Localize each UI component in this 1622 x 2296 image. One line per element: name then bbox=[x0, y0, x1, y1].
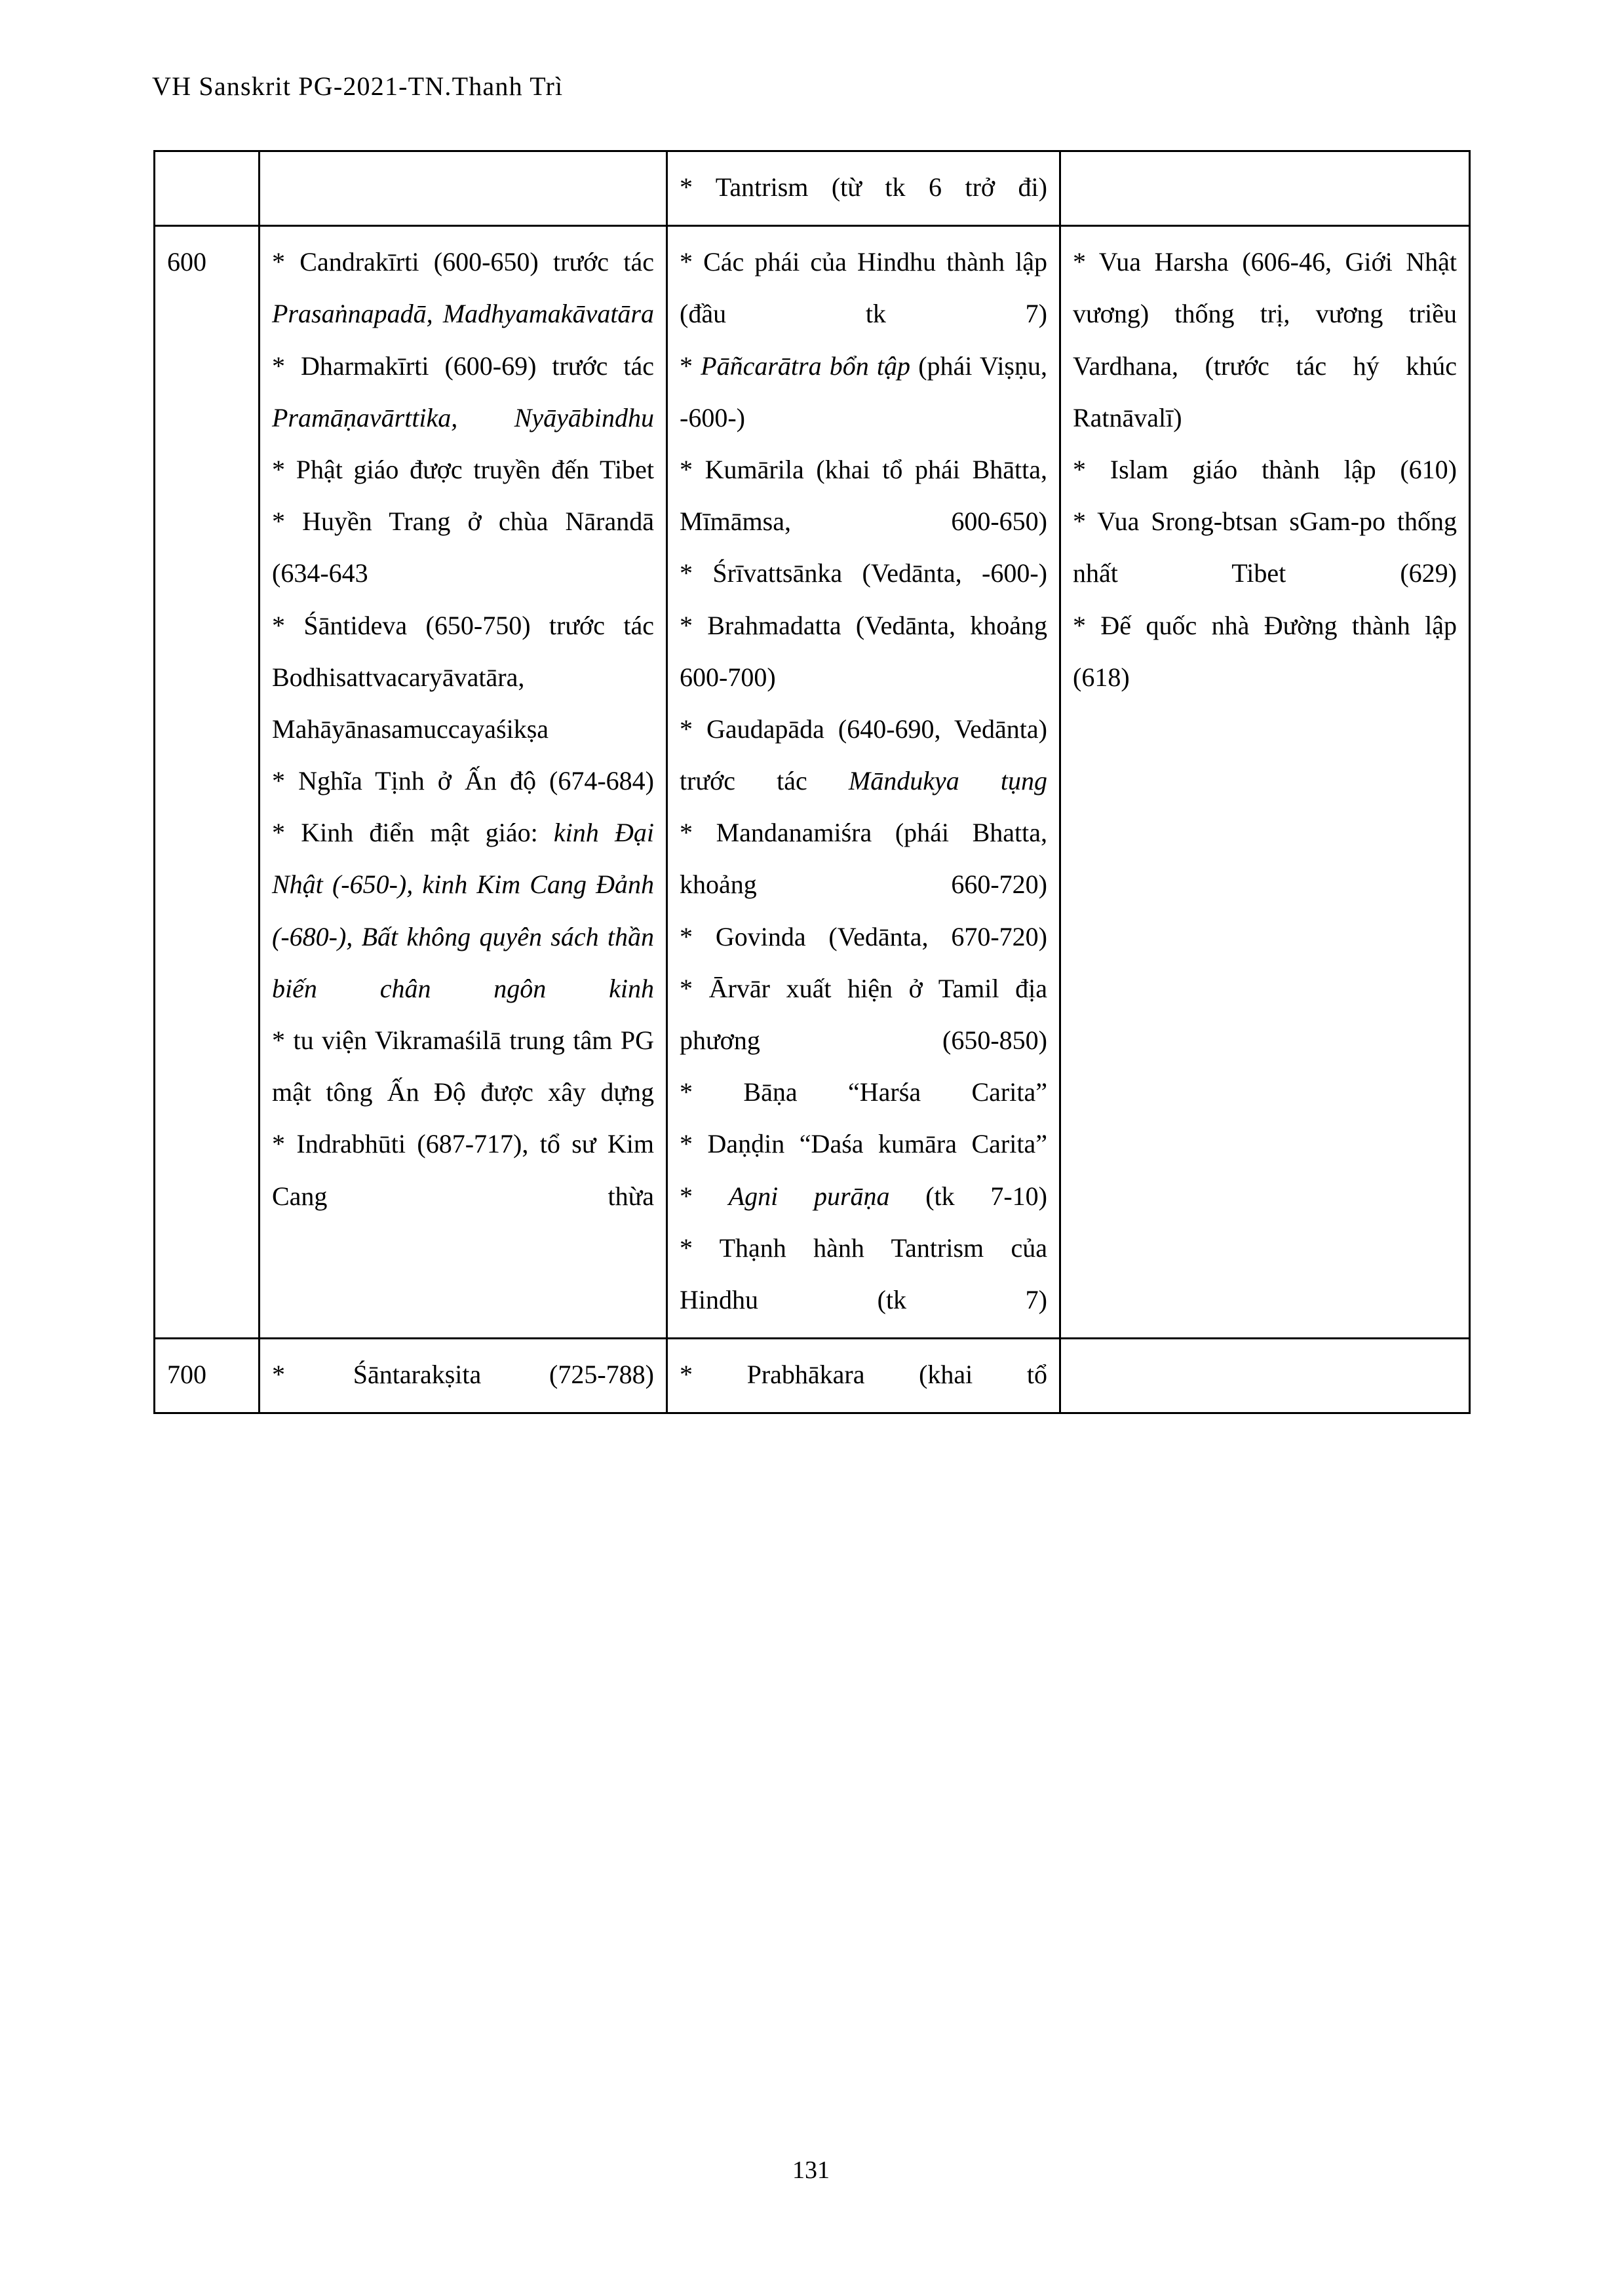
timeline-table-wrapper bbox=[153, 150, 1469, 1414]
table-row bbox=[155, 226, 1470, 1339]
entry-vikramasila: * tu viện Vikramaśilā trung tâm PG mật tông Ấn Độ được xây dựng bbox=[272, 1025, 654, 1107]
entry-title-italic: Prasaṅnapadā, Madhyamakāvatāra bbox=[272, 299, 654, 329]
cell-history bbox=[1060, 226, 1470, 1339]
entry-srivattsanka: * Śrīvattsānka (Vedānta, -600-) bbox=[680, 558, 1047, 588]
entry-kumarila: * Kumārila (khai tổ phái Bhātta, Mīmāmsa, 600-650) bbox=[680, 454, 1047, 537]
entry-dandin: * Daṇḍin “Daśa kumāra Carita” bbox=[680, 1129, 1047, 1159]
cell-year: 600 bbox=[155, 226, 260, 1339]
entry-text: (tk 7-10) bbox=[889, 1181, 1047, 1211]
entry-kinh-dien-mat-giao bbox=[272, 807, 654, 1014]
entry-text: * Dharmakīrti (600-69) trước tác bbox=[272, 351, 654, 381]
entry-srong-btsan: * Vua Srong-btsan sGam-po thống nhất Tibet (629) bbox=[1073, 507, 1457, 588]
entry-huyen-trang: * Huyền Trang ở chùa Nārandā (634-643 bbox=[272, 507, 654, 588]
cell-buddhism bbox=[260, 226, 667, 1339]
entry-nha-duong: * Đế quốc nhà Đường thành lập (618) bbox=[1073, 610, 1457, 692]
table-row bbox=[155, 1339, 1470, 1413]
entry-dharmakirti bbox=[272, 340, 654, 444]
entry-title-italic: Pramāṇavārttika, Nyāyābindhu bbox=[272, 402, 654, 432]
hindu-entry-list bbox=[680, 236, 1047, 1326]
entry-prabhakara: * Prabhākara (khai tổ bbox=[680, 1360, 1047, 1390]
entry-pancaratra bbox=[680, 340, 1047, 444]
entry-text: (phái Viṣṇu, -600-) bbox=[680, 351, 1047, 432]
entry-vua-harsha: * Vua Harsha (606-46, Giới Nhật vương) thống trị, vương triều Vardhana, (trước tác hý khúc Ratnāvalī) bbox=[1073, 247, 1457, 432]
entry-text: * Kinh điển mật giáo: bbox=[272, 818, 554, 848]
entry-text: * Candrakīrti (600-650) trước tác bbox=[272, 247, 654, 277]
entry-bana: * Bāṇa “Harśa Carita” bbox=[680, 1077, 1047, 1107]
entry-buddhism-tibet: * Phật giáo được truyền đến Tibet bbox=[272, 454, 654, 484]
entry-text: * Gaudapāda (640-690, Vedānta) trước tác bbox=[680, 714, 1047, 796]
table-row bbox=[155, 151, 1470, 226]
entry-brahmadatta: * Brahmadatta (Vedānta, khoảng 600-700) bbox=[680, 610, 1047, 692]
entry-agni-purana bbox=[680, 1170, 1047, 1222]
entry-title-italic: kinh Đại Nhật (-650-), kinh Kim Cang Đảnh (-680-), Bất không quyên sách thần biến chân ngôn kinh bbox=[272, 818, 655, 1003]
entry-govinda: * Govinda (Vedānta, 670-720) bbox=[680, 921, 1047, 951]
entry-santideva: * Śāntideva (650-750) trước tác Bodhisattvacaryāvatāra, Mahāyānasamuccayaśikṣa bbox=[272, 610, 654, 744]
entry-thanh-hanh-tantrism: * Thạnh hành Tantrism của Hindhu (tk 7) bbox=[680, 1233, 1047, 1314]
cell-history bbox=[1060, 151, 1470, 226]
cell-buddhism bbox=[260, 1339, 667, 1413]
entry-title-italic: Agni purāṇa bbox=[728, 1181, 890, 1211]
entry-santaraksita: * Śāntarakṣita (725-788) bbox=[272, 1360, 654, 1390]
running-header: VH Sanskrit PG-2021-TN.Thanh Trì bbox=[152, 71, 564, 101]
cell-year: 700 bbox=[155, 1339, 260, 1413]
entry-nghia-tinh: * Nghĩa Tịnh ở Ấn độ (674-684) bbox=[272, 766, 654, 796]
cell-history bbox=[1060, 1339, 1470, 1413]
entry-indrabhuti: * Indrabhūti (687-717), tổ sư Kim Cang thừa bbox=[272, 1129, 654, 1211]
cell-year bbox=[155, 151, 260, 226]
entry-text: * bbox=[680, 351, 701, 381]
timeline-table bbox=[153, 150, 1471, 1414]
cell-hindu bbox=[667, 1339, 1060, 1413]
entry-islam: * Islam giáo thành lập (610) bbox=[1073, 454, 1457, 484]
entry-arvar: * Ārvār xuất hiện ở Tamil địa phương (650-850) bbox=[680, 973, 1047, 1055]
entry-tantrism: * Tantrism (từ tk 6 trở đi) bbox=[680, 172, 1047, 202]
cell-buddhism bbox=[260, 151, 667, 226]
entry-cac-phai-hindhu: * Các phái của Hindhu thành lập (đầu tk 7) bbox=[680, 247, 1047, 329]
entry-gaudapada bbox=[680, 703, 1047, 807]
history-entry-list bbox=[1073, 236, 1457, 703]
entry-candrakirti bbox=[272, 236, 654, 339]
entry-title-italic: Pāñcarātra bổn tập bbox=[701, 351, 911, 381]
entry-text: * bbox=[680, 1181, 729, 1211]
cell-hindu bbox=[667, 226, 1060, 1339]
cell-hindu bbox=[667, 151, 1060, 226]
buddhism-entry-list bbox=[272, 236, 654, 1222]
entry-title-italic: Māndukya tụng bbox=[848, 766, 1047, 796]
entry-mandanamisra: * Mandanamiśra (phái Bhatta, khoảng 660-720) bbox=[680, 818, 1047, 900]
page-number: 131 bbox=[792, 2156, 830, 2184]
